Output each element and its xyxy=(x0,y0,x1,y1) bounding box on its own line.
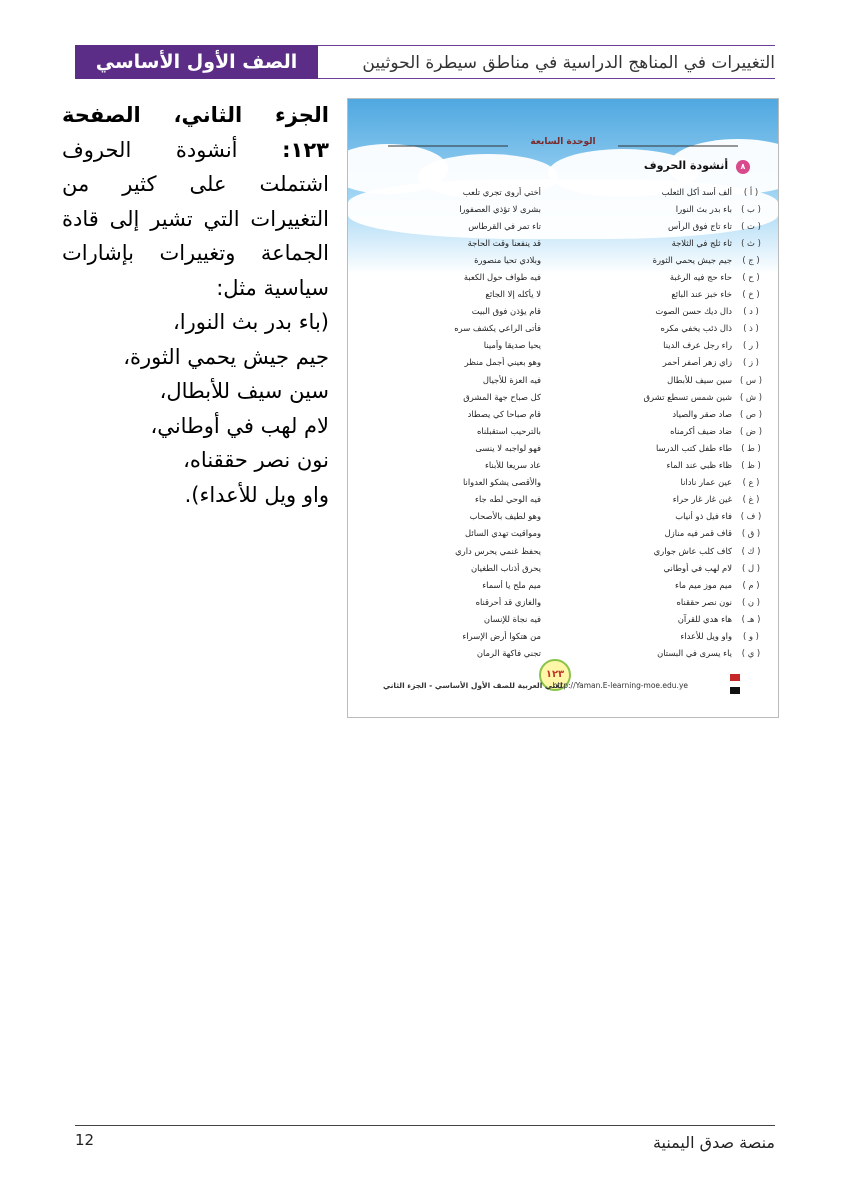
poem-letter: ( أ ) xyxy=(743,186,759,197)
poem-letter: ( ل ) xyxy=(742,562,760,573)
poem-row xyxy=(366,234,766,251)
unit-label: الوحدة السابعة xyxy=(530,137,596,147)
poem-hemistich-2: تاء تمر في القرطاس xyxy=(468,220,541,231)
poem-hemistich-2: عاد سريعا للأبناء xyxy=(484,460,541,471)
poem-letter: ( ز ) xyxy=(743,357,759,368)
poem-row xyxy=(366,354,766,371)
poem-hemistich-2: فيه العزة للأجيال xyxy=(482,374,541,385)
poem-hemistich-2: فهو لواجبه لا ينسى xyxy=(475,442,541,453)
poem-row xyxy=(366,422,766,439)
divider-line xyxy=(618,144,738,148)
poem-row xyxy=(366,474,766,491)
poem xyxy=(366,183,766,662)
poem-hemistich-2: قام صباحا كي يصطاد xyxy=(467,408,541,419)
quoted-line: لام لهب في أوطاني، xyxy=(150,413,329,438)
poem-letter: ( ي ) xyxy=(741,648,761,659)
poem-hemistich-1: عين عمار نادانا xyxy=(680,477,732,488)
poem-letter: ( ع ) xyxy=(742,477,760,488)
poem-hemistich-1: طاء طفل كتب الدرسا xyxy=(655,442,732,453)
report-title: التغييرات في المناهج الدراسية في مناطق سيطرة الحوثيين xyxy=(362,53,775,73)
poem-hemistich-1: حاء حج فيه الرغبة xyxy=(669,272,732,283)
quoted-line: واو ويل للأعداء). xyxy=(184,482,329,507)
lesson-number-badge: ٨ xyxy=(736,160,750,174)
poem-row xyxy=(366,491,766,508)
poem-row xyxy=(366,200,766,217)
poem-hemistich-2: يحيا صديقا وأمينا xyxy=(483,340,541,351)
poem-letter: ( ش ) xyxy=(739,391,763,402)
poem-row xyxy=(366,183,766,200)
poem-hemistich-2: وهو لطيف بالأصحاب xyxy=(469,511,541,522)
poem-row xyxy=(366,627,766,644)
poem-hemistich-1: ذال ذئب يخفي مكره xyxy=(660,323,732,334)
poem-row xyxy=(366,508,766,525)
commentary-intro: الجزء الثاني، الصفحة ١٢٣: xyxy=(62,103,329,162)
poem-hemistich-2: تجني فاكهة الرمان xyxy=(476,648,541,659)
poem-hemistich-2: فأتى الراعي يكشف سره xyxy=(454,323,541,334)
poem-hemistich-2: بالترحيب استقبلناه xyxy=(476,425,541,436)
poem-hemistich-2: قد ينفعنا وقت الحاجة xyxy=(467,237,541,248)
poem-row xyxy=(366,337,766,354)
poem-row xyxy=(366,542,766,559)
poem-hemistich-1: غين غار غار حراء xyxy=(672,494,732,505)
poem-hemistich-1: دال ديك حسن الصوت xyxy=(655,306,732,317)
poem-letter: ( ك ) xyxy=(741,545,761,556)
footer-rule xyxy=(75,1125,775,1126)
poem-letter: ( س ) xyxy=(739,374,763,385)
poem-hemistich-1: ضاد ضيف أكرمناه xyxy=(670,425,732,436)
poem-hemistich-2: لا يأكله إلا الجائع xyxy=(485,289,541,300)
grade-badge: الصف الأول الأساسي xyxy=(75,45,318,79)
poem-letter: ( ت ) xyxy=(741,220,761,231)
poem-row xyxy=(366,217,766,234)
poem-letter: ( خ ) xyxy=(742,289,760,300)
poem-row xyxy=(366,320,766,337)
poem-hemistich-1: كاف كلب عاش جواري xyxy=(653,545,732,556)
poem-letter: ( غ ) xyxy=(742,494,760,505)
poem-row xyxy=(366,286,766,303)
poem-hemistich-1: قاف قمر فيه منازل xyxy=(664,528,732,539)
poem-hemistich-1: خاء خبز عند البائع xyxy=(671,289,732,300)
poem-hemistich-2: أختي أروى تجري تلعب xyxy=(462,186,541,197)
header-rule-bottom xyxy=(318,78,775,79)
poem-hemistich-1: ألف أسد أكل الثعلب xyxy=(661,186,732,197)
poem-row xyxy=(366,251,766,268)
quoted-line: (باء بدر بث النورا، xyxy=(173,310,329,334)
poem-row xyxy=(366,645,766,662)
poem-letter: ( ق ) xyxy=(741,528,761,539)
poem-letter: ( ف ) xyxy=(740,511,762,522)
poem-row xyxy=(366,576,766,593)
poem-row xyxy=(366,268,766,285)
lesson-title xyxy=(644,159,750,174)
quoted-line: نون نصر حققناه، xyxy=(183,448,329,472)
poem-hemistich-2: ومواقيت تهدي السائل xyxy=(465,528,541,539)
poem-hemistich-1: تاء تاج فوق الرأس xyxy=(668,220,732,231)
poem-letter: ( ث ) xyxy=(741,237,761,248)
textbook-page-scan xyxy=(347,98,779,718)
poem-hemistich-1: ياء يسرى في البستان xyxy=(657,648,732,659)
footer-brand: منصة صدق اليمنية xyxy=(652,1133,775,1152)
poem-hemistich-2: يحفظ غنمي يحرس داري xyxy=(455,545,541,556)
poem-letter: ( هـ ) xyxy=(741,613,761,624)
poem-hemistich-1: سين سيف للأبطال xyxy=(667,374,732,385)
poem-letter: ( ص ) xyxy=(740,408,762,419)
flag-icon xyxy=(730,674,740,694)
poem-hemistich-1: فاء فيل ذو أنياب xyxy=(675,511,732,522)
poem-hemistich-1: ثاء ثلج في الثلاجة xyxy=(671,237,732,248)
commentary-text xyxy=(62,98,329,512)
poem-letter: ( ن ) xyxy=(741,596,760,607)
quoted-lines xyxy=(62,305,329,512)
poem-hemistich-2: كل صباح جهة المشرق xyxy=(463,391,541,402)
poem-hemistich-1: زاي زهر أصفر أحمر xyxy=(662,357,732,368)
poem-letter: ( ض ) xyxy=(740,425,762,436)
poem-row xyxy=(366,559,766,576)
poem-hemistich-1: هاء هدي للقرآن xyxy=(677,613,732,624)
poem-hemistich-2: والغازي قد أحرقناه xyxy=(475,596,541,607)
poem-hemistich-2: قام يؤذن فوق البيت xyxy=(471,306,541,317)
poem-row xyxy=(366,593,766,610)
book-footer-title: لغتي العربية للصف الأول الأساسي - الجزء الثاني xyxy=(383,681,563,690)
poem-letter: ( د ) xyxy=(743,306,759,317)
lesson-title-text: أنشودة الحروف xyxy=(643,159,729,172)
poem-hemistich-2: من هتكوا أرض الإسراء xyxy=(462,630,541,641)
page-number: 12 xyxy=(75,1131,95,1149)
poem-hemistich-2: بشرى لا تؤذي العصفورا xyxy=(459,203,541,214)
poem-letter: ( ذ ) xyxy=(743,323,759,334)
poem-row xyxy=(366,405,766,422)
poem-hemistich-2: وهو بعيني أجمل منظر xyxy=(464,357,541,368)
book-footer-url: http://Yaman.E-learning-moe.edu.ye xyxy=(552,681,688,690)
poem-hemistich-1: باء بدر بث النورا xyxy=(675,203,732,214)
poem-hemistich-1: لام لهب في أوطاني xyxy=(663,562,732,573)
poem-hemistich-1: ظاء ظبي عند الماء xyxy=(666,460,732,471)
poem-hemistich-1: راء رجل عرف الدينا xyxy=(663,340,732,351)
poem-hemistich-1: شين شمس تسطع تشرق xyxy=(643,391,732,402)
poem-hemistich-2: ميم ملح يا أسماء xyxy=(482,579,541,590)
poem-row xyxy=(366,457,766,474)
poem-hemistich-2: والأقصى يشكو العدوانا xyxy=(462,477,541,488)
poem-hemistich-2: يحرق أذناب الطغيان xyxy=(470,562,541,573)
poem-row xyxy=(366,303,766,320)
quoted-line: سين سيف للأبطال، xyxy=(159,379,329,403)
poem-letter: ( و ) xyxy=(743,630,759,641)
poem-row xyxy=(366,439,766,456)
quoted-line: جيم جيش يحمي الثورة، xyxy=(123,344,329,369)
page-number-badge: ١٢٣ xyxy=(539,659,571,691)
poem-hemistich-2: فيه الوحي لطه جاء xyxy=(475,494,541,505)
poem-hemistich-2: وبلادي تحيا منصورة xyxy=(474,254,541,265)
poem-letter: ( ر ) xyxy=(743,340,759,351)
poem-letter: ( ظ ) xyxy=(741,460,761,471)
poem-row xyxy=(366,388,766,405)
divider-line xyxy=(388,144,508,148)
poem-hemistich-2: فيه طواف حول الكعبة xyxy=(463,272,541,283)
poem-row xyxy=(366,371,766,388)
poem-letter: ( م ) xyxy=(742,579,760,590)
poem-letter: ( ح ) xyxy=(742,272,760,283)
poem-letter: ( ب ) xyxy=(741,203,761,214)
poem-hemistich-2: فيه نجاة للإنسان xyxy=(483,613,541,624)
poem-letter: ( ط ) xyxy=(741,442,761,453)
poem-letter: ( ج ) xyxy=(742,254,760,265)
poem-row xyxy=(366,610,766,627)
poem-hemistich-1: جيم جيش يحمي الثورة xyxy=(652,254,732,265)
poem-hemistich-1: نون نصر حققناه xyxy=(676,596,732,607)
poem-hemistich-1: واو ويل للأعداء xyxy=(680,630,732,641)
poem-row xyxy=(366,525,766,542)
poem-hemistich-1: صاد صقر والصياد xyxy=(672,408,732,419)
commentary-body: أنشودة الحروف اشتملت على كثير من التغييرات التي تشير إلى قادة الجماعة وتغييرات بإشارات سياسية مثل: xyxy=(62,137,329,300)
poem-hemistich-1: ميم موز ميم ماء xyxy=(675,579,732,590)
